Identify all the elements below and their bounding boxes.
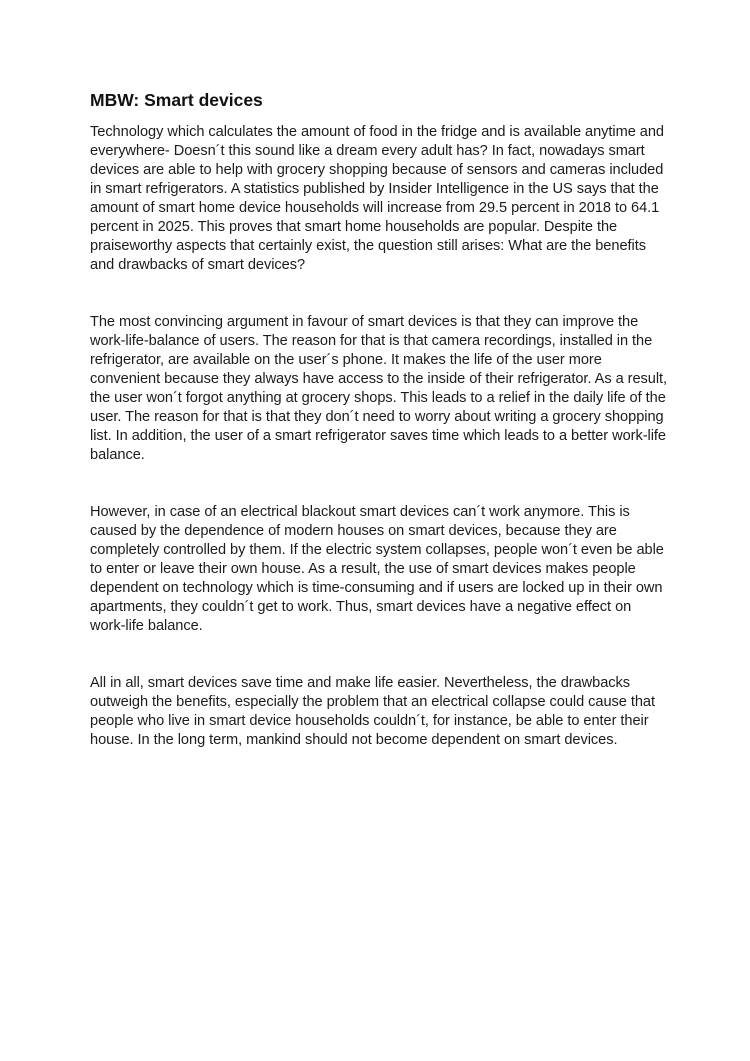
page-title: MBW: Smart devices: [90, 90, 263, 110]
paragraph-argument-benefits: The most convincing argument in favour of smart devices is that they can improve the work-life-balance of users. The reason for that is that camera recordings, installed in the refrigerator, are available on the user´s phone. It makes the life of the user more convenient because they always have access to the inside of their refrigerator. As a result, the user won´t forgot anything at grocery shops. This leads to a relief in the daily life of the user. The reason for that is that they don´t need to worry about writing a grocery shopping list. In addition, the user of a smart refrigerator saves time which leads to a better work-life balance.: [90, 314, 668, 463]
paragraph-introduction: Technology which calculates the amount of food in the fridge and is available anytime and everywhere- Doesn´t this sound like a dream every adult has? In fact, nowadays smart devices are able to help with grocery shopping because of sensors and cameras included in smart refrigerators. A statistics published by Insider Intelligence in the US says that the amount of smart home device households will increase from 29.5 percent in 2018 to 64.1 percent in 2025. This proves that smart home households are popular. Despite the praiseworthy aspects that certainly exist, the question still arises: What are the benefits and drawbacks of smart devices?: [90, 124, 664, 273]
paragraph-conclusion: All in all, smart devices save time and make life easier. Nevertheless, the drawbacks outweigh the benefits, especially the problem that an electrical collapse could cause that people who live in smart device households couldn´t, for instance, be able to enter their house. In the long term, mankind should not become dependent on smart devices.: [90, 675, 655, 748]
paragraph-spacer: [90, 275, 668, 313]
paragraph-spacer: [90, 636, 668, 674]
paragraph-spacer: [90, 465, 668, 503]
paragraph-argument-drawbacks: However, in case of an electrical blackout smart devices can´t work anymore. This is caused by the dependence of modern houses on smart devices, because they are completely controlled by them. If the electric system collapses, people won´t even be able to enter or leave their own house. As a result, the use of smart devices makes people dependent on technology which is time-consuming and if users are locked up in their own apartments, they couldn´t get to work. Thus, smart devices have a negative effect on work-life balance.: [90, 504, 664, 634]
document-body: [90, 89, 668, 750]
